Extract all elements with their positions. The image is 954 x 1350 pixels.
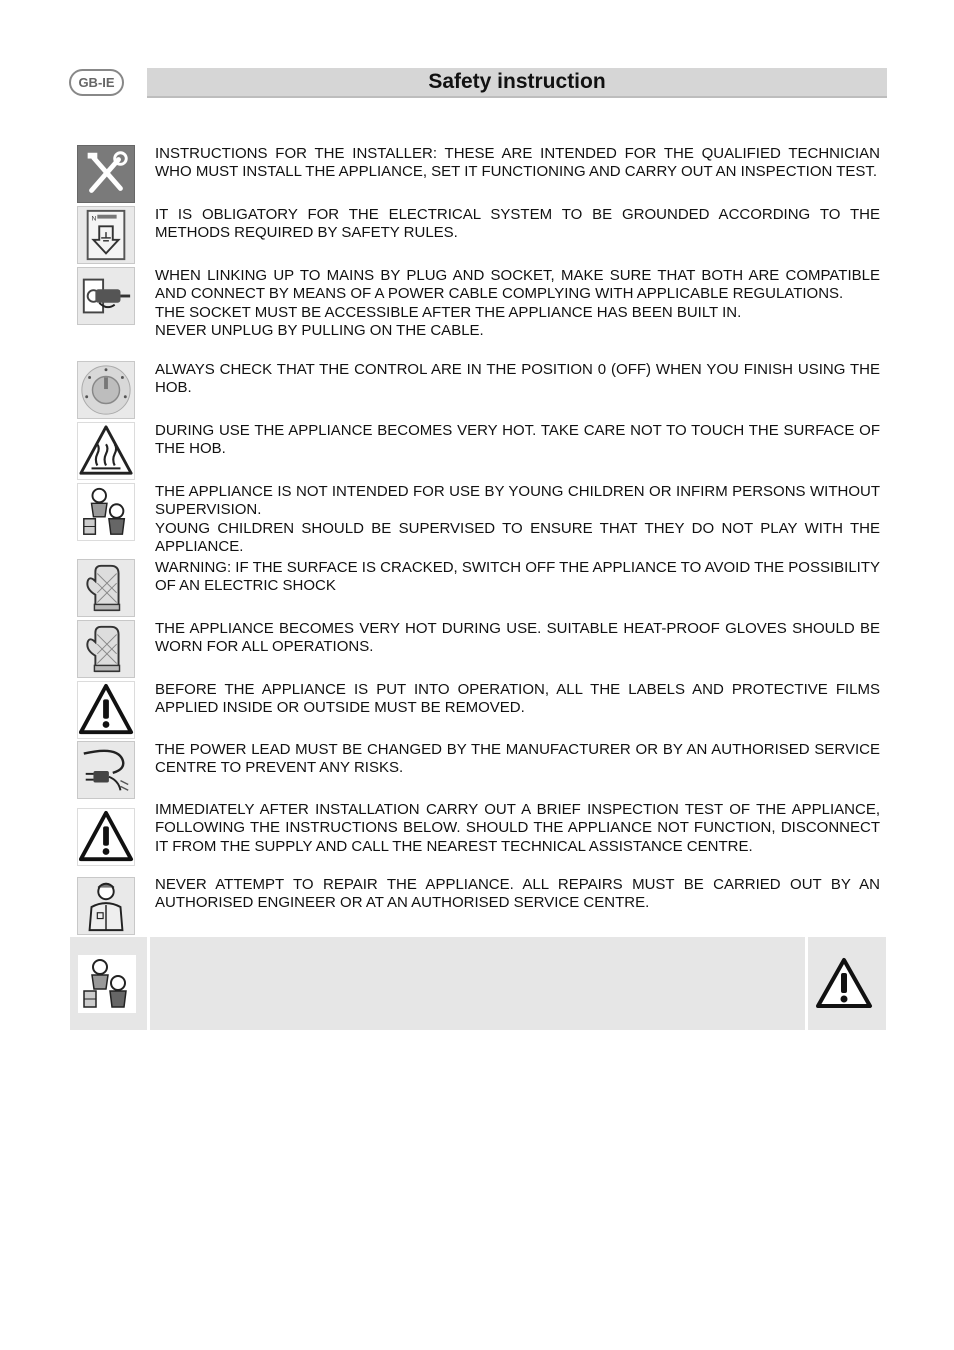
- warning-triangle-icon: [77, 681, 135, 739]
- svg-text:N: N: [91, 215, 97, 223]
- divider: [147, 937, 150, 1030]
- paragraph-labels: BEFORE THE APPLIANCE IS PUT INTO OPERATION, ALL THE LABELS AND PROTECTIVE FILMS APPLIED INSIDE OR OUTSIDE MUST BE REMOVED.: [155, 681, 880, 717]
- control-knob-icon: [77, 361, 135, 419]
- technician-icon: [77, 877, 135, 935]
- warning-triangle-icon: [77, 808, 135, 866]
- paragraph-repair: NEVER ATTEMPT TO REPAIR THE APPLIANCE. ALL REPAIRS MUST BE CARRIED OUT BY AN AUTHORISED ENGINEER OR AT AN AUTHORISED SERVICE CENTRE.: [155, 876, 880, 912]
- paragraph-plug: [155, 267, 880, 341]
- paragraph-ground: IT IS OBLIGATORY FOR THE ELECTRICAL SYSTEM TO BE GROUNDED ACCORDING TO THE METHODS REQUIRED BY SAFETY RULES.: [155, 206, 880, 242]
- paragraph-line: WHEN LINKING UP TO MAINS BY PLUG AND SOCKET, MAKE SURE THAT BOTH ARE COMPATIBLE AND CONNECT BY MEANS OF A POWER CABLE COMPLYING WITH APPLICABLE REGULATIONS.: [155, 267, 880, 303]
- bottom-notice-box: [70, 937, 886, 1030]
- paragraph-line: YOUNG CHILDREN SHOULD BE SUPERVISED TO ENSURE THAT THEY DO NOT PLAY WITH THE APPLIANCE.: [155, 519, 880, 556]
- plug-socket-icon: [77, 267, 135, 325]
- paragraph-line: NEVER UNPLUG BY PULLING ON THE CABLE.: [155, 322, 484, 340]
- paragraph-power-lead: THE POWER LEAD MUST BE CHANGED BY THE MANUFACTURER OR BY AN AUTHORISED SERVICE CENTRE TO PREVENT ANY RISKS.: [155, 741, 880, 777]
- hot-surface-icon: [77, 422, 135, 480]
- power-lead-icon: [77, 741, 135, 799]
- paragraph-inspection: IMMEDIATELY AFTER INSTALLATION CARRY OUT A BRIEF INSPECTION TEST OF THE APPLIANCE, FOLLOWING THE INSTRUCTIONS BELOW. SHOULD THE APPLIANCE NOT FUNCTION, DISCONNECT IT FROM THE SUPPLY AND CALL THE NEAREST TECHNICAL ASSISTANCE CENTRE.: [155, 801, 880, 855]
- page-title: Safety instruction: [147, 68, 887, 98]
- paragraph-children: [155, 483, 880, 557]
- paragraph-line: THE APPLIANCE IS NOT INTENDED FOR USE BY YOUNG CHILDREN OR INFIRM PERSONS WITHOUT SUPERVISION.: [155, 483, 880, 519]
- divider: [805, 937, 808, 1030]
- paragraph-hot: DURING USE THE APPLIANCE BECOMES VERY HOT. TAKE CARE NOT TO TOUCH THE SURFACE OF THE HOB.: [155, 422, 880, 458]
- warning-triangle-icon: [815, 955, 873, 1013]
- glove-icon: [77, 559, 135, 617]
- paragraph-crack: WARNING: IF THE SURFACE IS CRACKED, SWITCH OFF THE APPLIANCE TO AVOID THE POSSIBILITY OF AN ELECTRIC SHOCK: [155, 559, 880, 595]
- children-icon: [78, 955, 136, 1013]
- paragraph-gloves: THE APPLIANCE BECOMES VERY HOT DURING USE. SUITABLE HEAT-PROOF GLOVES SHOULD BE WORN FOR ALL OPERATIONS.: [155, 620, 880, 656]
- language-badge: GB-IE: [69, 69, 124, 96]
- children-icon: [77, 483, 135, 541]
- ground-icon: [77, 206, 135, 264]
- paragraph-line: THE SOCKET MUST BE ACCESSIBLE AFTER THE APPLIANCE HAS BEEN BUILT IN.: [155, 303, 742, 321]
- paragraph-installer: INSTRUCTIONS FOR THE INSTALLER: THESE ARE INTENDED FOR THE QUALIFIED TECHNICIAN WHO MUST INSTALL THE APPLIANCE, SET IT FUNCTIONING AND CARRY OUT AN INSPECTION TEST.: [155, 145, 880, 181]
- glove-icon: [77, 620, 135, 678]
- tools-icon: [77, 145, 135, 203]
- paragraph-control: ALWAYS CHECK THAT THE CONTROL ARE IN THE POSITION 0 (OFF) WHEN YOU FINISH USING THE HOB.: [155, 361, 880, 397]
